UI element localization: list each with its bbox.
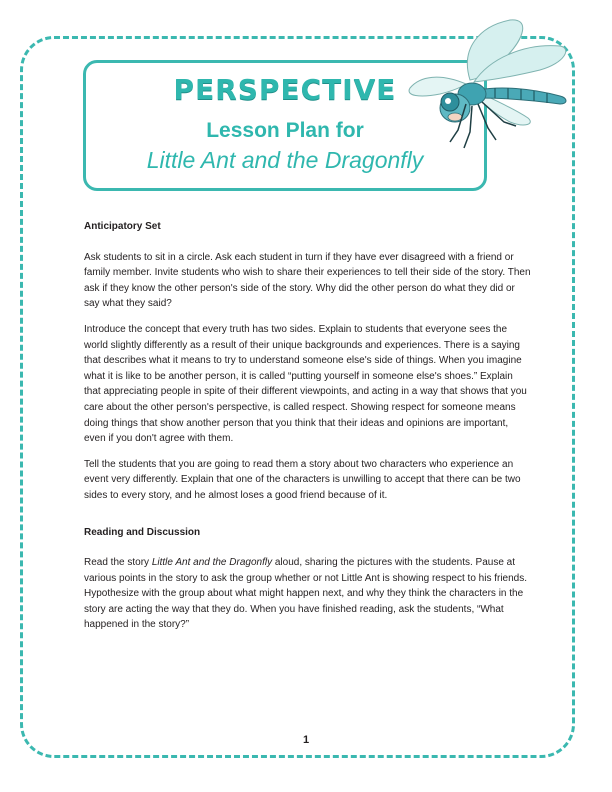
lesson-content — [84, 219, 532, 643]
paragraph-text: aloud, sharing the pictures with the students. Pause at various points in the story to ask the group whether or not Little Ant is showing respect to his friends. Hypothesize with the group about what might happen next, and why they think the characters in the story are acting the way that they do. When you have finished reading, ask the students, “What happened in the story?” — [84, 557, 528, 631]
dragonfly-icon — [400, 18, 575, 158]
section-heading: Anticipatory Set — [84, 221, 161, 232]
paragraph: Introduce the concept that every truth has two sides. Explain to students that everyone sees the world slightly differently as a result of their unique backgrounds and experiences. There is a saying that describes what it means to try to understand someone else's side of things. When you imagine what it is like to be another person, it is called “putting yourself in someone else's shoes.” Explain that appreciating people in spite of their different viewpoints, and acting in a way that shows that you care about the other person's perspective, is called respect. Showing respect for someone means doing things that show another person that you think that their ideas and opinions are important, even if you don't agree with them. — [84, 323, 527, 445]
page-title: PERSPECTIVE — [173, 73, 397, 106]
paragraph — [84, 555, 532, 633]
paragraph: Ask students to sit in a circle. Ask each student in turn if they have ever disagreed with a friend or family member. Invite students who wish to share their experiences to tell their side of the story. Then ask if they know the other person's side of the story. Why did the other person do what they did or say what they said? — [84, 251, 531, 310]
paragraph: Tell the students that you are going to read them a story about two characters who experience an event very differently. Explain that one of the characters is unwilling to accept that there can be two sides to every story, and he almost loses a good friend because of it. — [84, 458, 521, 501]
book-title-inline: Little Ant and the Dragonfly — [151, 557, 273, 569]
book-title: Little Ant and the Dragonfly — [146, 147, 424, 173]
page-number: 1 — [302, 734, 310, 746]
page-subtitle: Lesson Plan for — [206, 119, 364, 142]
paragraph-text: Read the story — [84, 557, 152, 569]
section-heading: Reading and Discussion — [84, 526, 201, 538]
